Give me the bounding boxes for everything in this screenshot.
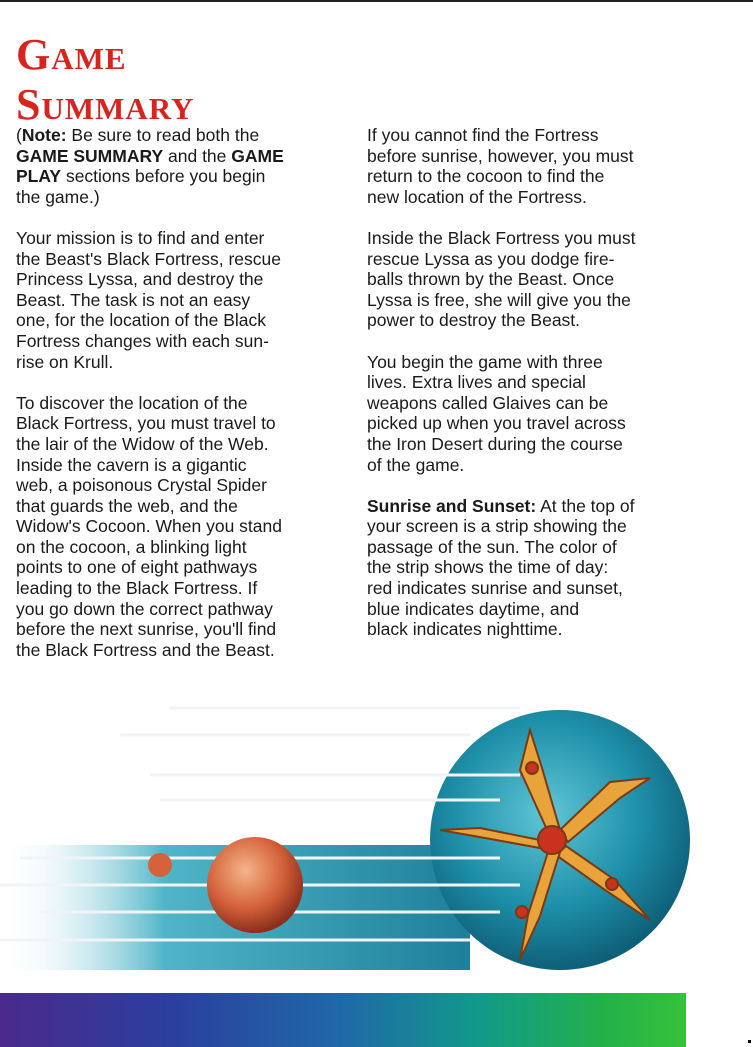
text-line: Black Fortress, you must travel to [16, 413, 276, 434]
fortress-paragraph [367, 228, 702, 331]
text-line: points to one of eight pathways [16, 557, 258, 578]
game-summary-ref: GAME SUMMARY [16, 145, 164, 166]
text-line: on the cocoon, a blinking light [16, 536, 247, 557]
note-label: Note: [21, 125, 67, 145]
text-line: web, a poisonous Crystal Spider [16, 475, 267, 496]
text-line: power to destroy the Beast. [367, 310, 581, 331]
text-line: Your mission is to find and enter [16, 227, 265, 248]
page-title [16, 30, 194, 130]
left-column [16, 125, 346, 681]
text-line: leading to the Black Fortress. If [16, 578, 258, 599]
note-paragraph [16, 125, 346, 207]
note-line [16, 146, 346, 167]
title-line-1: Game [16, 30, 127, 79]
text-line: before the next sunrise, you'll find [16, 619, 277, 640]
text-line: weapons called Glaives can be [367, 392, 609, 413]
sunrise-paragraph [367, 125, 702, 207]
glaive-illustration [0, 690, 753, 990]
sunset-paragraph [367, 496, 702, 640]
note-line-3-rest: sections before you begin [61, 166, 266, 187]
text-line: the Black Fortress and the Beast. [16, 639, 275, 660]
glaive-gem [526, 762, 538, 774]
text-line: that guards the web, and the [16, 495, 238, 516]
right-column [367, 125, 702, 660]
glaive-gem [516, 906, 528, 918]
text-line: new location of the Fortress. [367, 186, 587, 207]
text-line: Princess Lyssa, and destroy the [16, 269, 264, 290]
note-open-paren: ( [16, 125, 22, 145]
note-line-1-rest: Be sure to read both the [66, 125, 260, 145]
text-line: your screen is a strip showing the [367, 516, 627, 537]
text-line: black indicates nighttime. [367, 619, 563, 640]
text-line: one, for the location of the Black [16, 310, 267, 331]
mission-paragraph [16, 228, 346, 372]
small-planet [148, 853, 172, 877]
page-mark [748, 1040, 751, 1043]
text-line: Widow's Cocoon. When you stand [16, 516, 282, 537]
text-line: Inside the cavern is a gigantic [16, 454, 247, 475]
text-line [367, 496, 702, 517]
note-line [16, 125, 346, 146]
text-line: picked up when you travel across [367, 413, 626, 434]
text-line: before sunrise, however, you must [367, 145, 634, 166]
text-line: Beast. The task is not an easy [16, 289, 251, 310]
text-line: passage of the sun. The color of [367, 536, 617, 557]
text-line: If you cannot find the Fortress [367, 125, 599, 145]
text-line: you go down the correct pathway [16, 598, 273, 619]
sunrise-sunset-heading: Sunrise and Sunset: [367, 495, 537, 516]
text-line: rise on Krull. [16, 351, 114, 372]
red-planet [207, 837, 303, 933]
text-line: balls thrown by the Beast. Once [367, 269, 615, 290]
text-line: rescue Lyssa as you dodge fire- [367, 248, 615, 269]
game-ref: GAME [231, 145, 284, 166]
text-line: of the game. [367, 454, 465, 475]
lives-paragraph [367, 352, 702, 476]
sunset-line-1-rest: At the top of [536, 495, 635, 516]
color-gradient-bar [0, 993, 686, 1047]
note-line: the game.) [16, 186, 100, 207]
text-line: red indicates sunrise and sunset, [367, 578, 623, 599]
text-line: Lyssa is free, she will give you the [367, 289, 631, 310]
top-rule [0, 0, 753, 2]
text-line: lives. Extra lives and special [367, 372, 586, 393]
text-line: the Beast's Black Fortress, rescue [16, 248, 281, 269]
text-line: Inside the Black Fortress you must [367, 227, 636, 248]
text-line: To discover the location of the [16, 392, 248, 413]
text-line: the lair of the Widow of the Web. [16, 433, 269, 454]
note-line [16, 166, 346, 187]
glaive-hub [538, 826, 566, 854]
text-line: return to the cocoon to find the [367, 166, 605, 187]
text-line: blue indicates daytime, and [367, 598, 580, 619]
note-line-2-mid: and the [163, 145, 232, 166]
text-line: Fortress changes with each sun- [16, 330, 269, 351]
title-line-2: Summary [16, 80, 195, 129]
discover-paragraph [16, 393, 346, 661]
text-line: You begin the game with three [367, 351, 603, 372]
glaive-gem [606, 878, 618, 890]
text-line: the strip shows the time of day: [367, 557, 609, 578]
text-line: the Iron Desert during the course [367, 433, 623, 454]
play-ref: PLAY [16, 166, 62, 187]
